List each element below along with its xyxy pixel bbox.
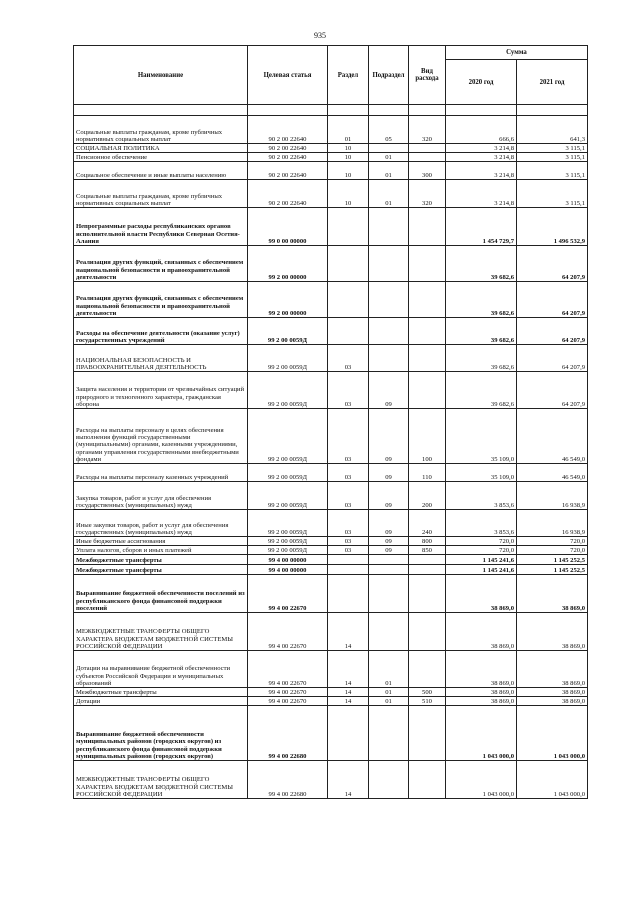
- cell-sum-2021: 38 869,0: [517, 575, 588, 613]
- cell-sum-2020: 35 109,0: [446, 464, 517, 482]
- table-row: [74, 565, 588, 575]
- cell-expense-type: 320: [409, 116, 446, 144]
- cell-sum-2021: 38 869,0: [517, 697, 588, 706]
- table-row: [74, 144, 588, 153]
- cell-sum-2020: 35 109,0: [446, 409, 517, 464]
- cell-sum-2020: 38 869,0: [446, 697, 517, 706]
- cell-expense-type: 110: [409, 464, 446, 482]
- cell-target-article: 99 4 00 22670: [248, 688, 328, 697]
- table-row: [74, 546, 588, 555]
- cell-sum-2021: 1 496 532,9: [517, 208, 588, 246]
- cell-section: [328, 318, 369, 345]
- cell-sum-2021: 38 869,0: [517, 613, 588, 651]
- cell-subsection: 09: [369, 510, 409, 537]
- cell-sum-2020: 38 869,0: [446, 688, 517, 697]
- cell-subsection: 09: [369, 537, 409, 546]
- cell-sum-2020: 1 145 241,6: [446, 555, 517, 565]
- cell-sum-2020: 39 682,6: [446, 345, 517, 372]
- cell-section: 14: [328, 697, 369, 706]
- cell-target-article: 90 2 00 22640: [248, 144, 328, 153]
- cell-sum-2020: 3 214,8: [446, 144, 517, 153]
- cell-target-article: 99 4 00 22670: [248, 651, 328, 688]
- table-row: [74, 116, 588, 144]
- cell-subsection: [369, 208, 409, 246]
- cell-target-article: 90 2 00 22640: [248, 153, 328, 162]
- cell-sum-2021: 38 869,0: [517, 688, 588, 697]
- cell-name: Защита населения и территории от чрезвычайных ситуаций природного и техногенного характера, гражданская оборона: [74, 372, 248, 409]
- cell-section: 14: [328, 613, 369, 651]
- cell-name: Выравнивание бюджетной обеспеченности муниципальных районов (городских округов) из республиканского фонда финансовой поддержки муниципальных районов (городских округов): [74, 706, 248, 761]
- cell-target-article: 99 4 00 22670: [248, 575, 328, 613]
- cell-section: 14: [328, 688, 369, 697]
- cell-section: [328, 208, 369, 246]
- table-row: [74, 706, 588, 761]
- cell-section: [328, 246, 369, 282]
- cell-name: Дотации: [74, 697, 248, 706]
- cell-section: [328, 565, 369, 575]
- cell-target-article: 99 2 00 0059Д: [248, 345, 328, 372]
- cell-subsection: 01: [369, 688, 409, 697]
- cell-sum-2021: 3 115,1: [517, 144, 588, 153]
- header-subsection: Подраздел: [369, 46, 409, 105]
- cell-expense-type: 240: [409, 510, 446, 537]
- cell-sum-2020: 38 869,0: [446, 575, 517, 613]
- cell-section: [328, 282, 369, 318]
- header-year-2020: 2020 год: [446, 60, 517, 105]
- cell-expense-type: 320: [409, 180, 446, 208]
- cell-subsection: 01: [369, 697, 409, 706]
- cell-target-article: 99 2 00 00000: [248, 246, 328, 282]
- cell-name: Расходы на выплаты персоналу в целях обеспечения выполнения функций государственными (муниципальными) органами, казенными учреждениями, органами управления государственными внебюджетными фондами: [74, 409, 248, 464]
- cell-sum-2021: 1 145 252,5: [517, 565, 588, 575]
- cell-subsection: [369, 706, 409, 761]
- cell-target-article: 90 2 00 22640: [248, 162, 328, 180]
- cell-sum-2020: 3 853,6: [446, 482, 517, 510]
- cell-expense-type: [409, 144, 446, 153]
- cell-name: Иные бюджетные ассигнования: [74, 537, 248, 546]
- spacer-row: [74, 105, 588, 116]
- cell-name: Непрограммные расходы республиканских органов исполнительной власти Республики Северная Осетия-Алания: [74, 208, 248, 246]
- table-row: [74, 345, 588, 372]
- cell-sum-2021: 720,0: [517, 537, 588, 546]
- cell-subsection: 01: [369, 153, 409, 162]
- cell-section: 03: [328, 510, 369, 537]
- table-row: [74, 409, 588, 464]
- cell-subsection: 05: [369, 116, 409, 144]
- cell-sum-2020: 1 043 000,0: [446, 761, 517, 799]
- cell-sum-2020: 39 682,6: [446, 282, 517, 318]
- cell-name: Иные закупки товаров, работ и услуг для обеспечения государственных (муниципальных) нужд: [74, 510, 248, 537]
- table-row: [74, 153, 588, 162]
- cell-section: 03: [328, 537, 369, 546]
- cell-sum-2021: 1 145 252,5: [517, 555, 588, 565]
- cell-name: СОЦИАЛЬНАЯ ПОЛИТИКА: [74, 144, 248, 153]
- cell-target-article: 99 2 00 0059Д: [248, 372, 328, 409]
- cell-subsection: [369, 246, 409, 282]
- cell-section: 10: [328, 144, 369, 153]
- cell-subsection: 01: [369, 162, 409, 180]
- cell-sum-2021: 64 207,9: [517, 282, 588, 318]
- cell-sum-2021: 641,3: [517, 116, 588, 144]
- table-row: [74, 282, 588, 318]
- cell-subsection: 09: [369, 372, 409, 409]
- cell-expense-type: [409, 613, 446, 651]
- cell-section: [328, 555, 369, 565]
- cell-name: Межбюджетные трансферты: [74, 565, 248, 575]
- cell-section: 10: [328, 153, 369, 162]
- cell-sum-2021: 64 207,9: [517, 372, 588, 409]
- cell-expense-type: [409, 153, 446, 162]
- cell-subsection: [369, 613, 409, 651]
- cell-sum-2020: 38 869,0: [446, 613, 517, 651]
- cell-subsection: [369, 575, 409, 613]
- cell-sum-2020: 1 043 000,0: [446, 706, 517, 761]
- table-row: [74, 555, 588, 565]
- cell-target-article: 99 4 00 22680: [248, 706, 328, 761]
- cell-target-article: 99 2 00 00000: [248, 282, 328, 318]
- cell-name: Реализация других функций, связанных с обеспечением национальной безопасности и правоохранительной деятельности: [74, 282, 248, 318]
- table-row: [74, 761, 588, 799]
- header-expense-type: Вид расхода: [409, 46, 446, 105]
- cell-expense-type: 510: [409, 697, 446, 706]
- cell-name: Межбюджетные трансферты: [74, 688, 248, 697]
- cell-sum-2021: 46 549,0: [517, 464, 588, 482]
- cell-expense-type: 300: [409, 162, 446, 180]
- cell-name: Уплата налогов, сборов и иных платежей: [74, 546, 248, 555]
- cell-sum-2021: 64 207,9: [517, 246, 588, 282]
- cell-sum-2020: 39 682,6: [446, 372, 517, 409]
- cell-sum-2021: 1 043 000,0: [517, 761, 588, 799]
- table-row: [74, 651, 588, 688]
- cell-sum-2021: 3 115,1: [517, 153, 588, 162]
- table-header: [74, 46, 588, 105]
- cell-sum-2020: 720,0: [446, 537, 517, 546]
- cell-target-article: 99 2 00 0059Д: [248, 482, 328, 510]
- page-number: 935: [314, 31, 326, 40]
- cell-name: Социальные выплаты гражданам, кроме публичных нормативных социальных выплат: [74, 180, 248, 208]
- cell-section: 03: [328, 464, 369, 482]
- cell-expense-type: [409, 318, 446, 345]
- header-section: Раздел: [328, 46, 369, 105]
- cell-sum-2020: 3 214,8: [446, 180, 517, 208]
- table-row: [74, 180, 588, 208]
- cell-subsection: 09: [369, 409, 409, 464]
- cell-subsection: 09: [369, 482, 409, 510]
- cell-target-article: 99 4 00 22680: [248, 761, 328, 799]
- cell-section: 03: [328, 546, 369, 555]
- cell-sum-2020: 38 869,0: [446, 651, 517, 688]
- table-row: [74, 372, 588, 409]
- header-target-article: Целевая статья: [248, 46, 328, 105]
- cell-target-article: 99 0 00 00000: [248, 208, 328, 246]
- table-row: [74, 537, 588, 546]
- cell-expense-type: [409, 555, 446, 565]
- cell-name: Межбюджетные трансферты: [74, 555, 248, 565]
- cell-subsection: [369, 565, 409, 575]
- header-sum: Сумма: [446, 46, 588, 60]
- cell-target-article: 99 4 00 22670: [248, 697, 328, 706]
- cell-expense-type: [409, 372, 446, 409]
- cell-subsection: [369, 345, 409, 372]
- cell-name: МЕЖБЮДЖЕТНЫЕ ТРАНСФЕРТЫ ОБЩЕГО ХАРАКТЕРА БЮДЖЕТАМ БЮДЖЕТНОЙ СИСТЕМЫ РОССИЙСКОЙ ФЕДЕРАЦИИ: [74, 613, 248, 651]
- cell-expense-type: [409, 246, 446, 282]
- table-row: [74, 162, 588, 180]
- table-row: [74, 464, 588, 482]
- cell-sum-2021: 1 043 000,0: [517, 706, 588, 761]
- cell-section: 03: [328, 482, 369, 510]
- table-row: [74, 697, 588, 706]
- table-row: [74, 688, 588, 697]
- cell-section: 10: [328, 180, 369, 208]
- cell-sum-2020: 720,0: [446, 546, 517, 555]
- cell-subsection: [369, 555, 409, 565]
- cell-section: [328, 706, 369, 761]
- cell-subsection: [369, 761, 409, 799]
- cell-target-article: 90 2 00 22640: [248, 180, 328, 208]
- table-row: [74, 208, 588, 246]
- table-row: [74, 510, 588, 537]
- cell-sum-2020: 39 682,6: [446, 318, 517, 345]
- cell-name: Расходы на обеспечение деятельности (оказание услуг) государственных учреждений: [74, 318, 248, 345]
- cell-expense-type: [409, 575, 446, 613]
- cell-expense-type: [409, 208, 446, 246]
- cell-section: 14: [328, 651, 369, 688]
- cell-expense-type: 200: [409, 482, 446, 510]
- cell-expense-type: 500: [409, 688, 446, 697]
- table-row: [74, 246, 588, 282]
- cell-name: Расходы на выплаты персоналу казенных учреждений: [74, 464, 248, 482]
- cell-sum-2020: 3 214,8: [446, 153, 517, 162]
- cell-sum-2021: 46 549,0: [517, 409, 588, 464]
- cell-expense-type: [409, 345, 446, 372]
- cell-expense-type: 100: [409, 409, 446, 464]
- cell-subsection: 01: [369, 180, 409, 208]
- table-body: [74, 105, 588, 799]
- cell-expense-type: 800: [409, 537, 446, 546]
- cell-target-article: 99 2 00 0059Д: [248, 546, 328, 555]
- cell-target-article: 99 4 00 00000: [248, 555, 328, 565]
- cell-name: Реализация других функций, связанных с обеспечением национальной безопасности и правоохранительной деятельности: [74, 246, 248, 282]
- cell-name: Выравнивание бюджетной обеспеченности поселений из республиканского фонда финансовой поддержки поселений: [74, 575, 248, 613]
- cell-section: 10: [328, 162, 369, 180]
- cell-subsection: 09: [369, 546, 409, 555]
- cell-sum-2020: 3 853,6: [446, 510, 517, 537]
- cell-sum-2021: 64 207,9: [517, 345, 588, 372]
- cell-name: Социальные выплаты гражданам, кроме публичных нормативных социальных выплат: [74, 116, 248, 144]
- table-row: [74, 482, 588, 510]
- cell-subsection: 01: [369, 651, 409, 688]
- cell-section: [328, 575, 369, 613]
- cell-sum-2021: 3 115,1: [517, 180, 588, 208]
- cell-expense-type: [409, 282, 446, 318]
- cell-sum-2021: 3 115,1: [517, 162, 588, 180]
- cell-target-article: 99 2 00 0059Д: [248, 510, 328, 537]
- cell-expense-type: [409, 651, 446, 688]
- table-row: [74, 575, 588, 613]
- cell-sum-2020: 3 214,8: [446, 162, 517, 180]
- cell-section: 03: [328, 345, 369, 372]
- cell-name: Пенсионное обеспечение: [74, 153, 248, 162]
- cell-sum-2020: 1 145 241,6: [446, 565, 517, 575]
- cell-target-article: 90 2 00 22640: [248, 116, 328, 144]
- cell-sum-2020: 666,6: [446, 116, 517, 144]
- cell-subsection: [369, 144, 409, 153]
- cell-expense-type: [409, 565, 446, 575]
- table-row: [74, 318, 588, 345]
- header-name: Наименование: [74, 46, 248, 105]
- cell-sum-2021: 16 938,9: [517, 510, 588, 537]
- cell-name: Социальное обеспечение и иные выплаты населению: [74, 162, 248, 180]
- cell-name: МЕЖБЮДЖЕТНЫЕ ТРАНСФЕРТЫ ОБЩЕГО ХАРАКТЕРА БЮДЖЕТАМ БЮДЖЕТНОЙ СИСТЕМЫ РОССИЙСКОЙ ФЕДЕРАЦИИ: [74, 761, 248, 799]
- cell-sum-2021: 64 207,9: [517, 318, 588, 345]
- cell-section: 03: [328, 409, 369, 464]
- cell-expense-type: [409, 706, 446, 761]
- cell-subsection: 09: [369, 464, 409, 482]
- cell-target-article: 99 2 00 0059Д: [248, 409, 328, 464]
- cell-sum-2021: 16 938,9: [517, 482, 588, 510]
- cell-expense-type: 850: [409, 546, 446, 555]
- cell-target-article: 99 4 00 22670: [248, 613, 328, 651]
- budget-table: [73, 45, 588, 799]
- cell-name: НАЦИОНАЛЬНАЯ БЕЗОПАСНОСТЬ И ПРАВООХРАНИТЕЛЬНАЯ ДЕЯТЕЛЬНОСТЬ: [74, 345, 248, 372]
- cell-sum-2021: 38 869,0: [517, 651, 588, 688]
- table-row: [74, 613, 588, 651]
- cell-sum-2021: 720,0: [517, 546, 588, 555]
- cell-name: Закупка товаров, работ и услуг для обеспечения государственных (муниципальных) нужд: [74, 482, 248, 510]
- cell-target-article: 99 2 00 0059Д: [248, 464, 328, 482]
- cell-sum-2020: 1 454 729,7: [446, 208, 517, 246]
- cell-section: 01: [328, 116, 369, 144]
- cell-target-article: 99 2 00 0059Д: [248, 537, 328, 546]
- cell-expense-type: [409, 761, 446, 799]
- cell-target-article: 99 2 00 0059Д: [248, 318, 328, 345]
- header-year-2021: 2021 год: [517, 60, 588, 105]
- cell-name: Дотации на выравнивание бюджетной обеспеченности субъектов Российской Федерации и муниципальных образований: [74, 651, 248, 688]
- cell-section: 14: [328, 761, 369, 799]
- cell-subsection: [369, 318, 409, 345]
- cell-section: 03: [328, 372, 369, 409]
- cell-sum-2020: 39 682,6: [446, 246, 517, 282]
- cell-target-article: 99 4 00 00000: [248, 565, 328, 575]
- cell-subsection: [369, 282, 409, 318]
